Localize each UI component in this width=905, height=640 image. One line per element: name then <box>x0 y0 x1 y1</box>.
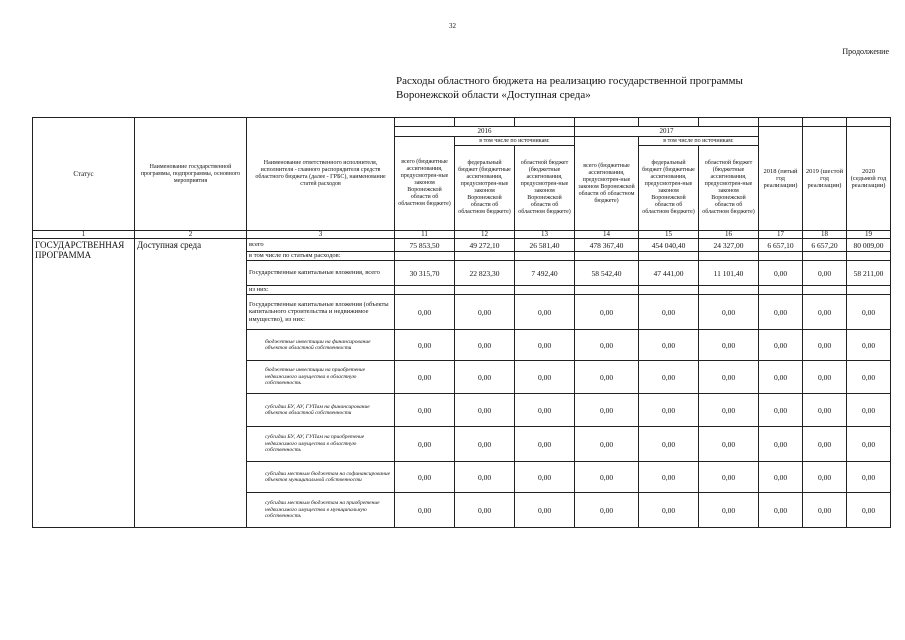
value-cell: 0,00 <box>759 361 803 394</box>
value-cell: 0,00 <box>803 462 847 493</box>
column-number: 2 <box>135 231 247 239</box>
value-cell: 0,00 <box>639 394 699 427</box>
value-cell: 478 367,40 <box>575 239 639 252</box>
header-executor: Наименование ответственного исполнителя, исполнителя - главного распорядителя средств областного бюджета (далее - ГРБС), наименование статей расходов <box>247 118 395 231</box>
value-cell <box>759 286 803 295</box>
value-cell: 0,00 <box>395 361 455 394</box>
status-cell: ГОСУДАРСТВЕННАЯ ПРОГРАММА <box>33 239 135 528</box>
header-2016-regional: областной бюджет (бюджетные ассигнования, предусмотрен-ные законом Воронежской области об областном бюджете) <box>515 146 575 231</box>
header-status: Статус <box>33 118 135 231</box>
value-cell: 58 211,00 <box>847 261 891 286</box>
header-2016-federal: федеральный бюджет (бюджетные ассигнования, предусмотрен-ные законом Воронежской области об областном бюджете) <box>455 146 515 231</box>
value-cell <box>847 252 891 261</box>
value-cell <box>515 252 575 261</box>
value-cell: 0,00 <box>455 394 515 427</box>
value-cell <box>639 286 699 295</box>
column-number: 13 <box>515 231 575 239</box>
row-label: бюджетные инвестиции на финансирование объектов областной собственности <box>247 330 395 361</box>
title-line-1: Расходы областного бюджета на реализацию государственной программы <box>396 75 743 87</box>
column-number: 15 <box>639 231 699 239</box>
value-cell: 0,00 <box>759 295 803 330</box>
value-cell: 11 101,40 <box>699 261 759 286</box>
value-cell: 0,00 <box>699 394 759 427</box>
column-number: 16 <box>699 231 759 239</box>
column-number: 11 <box>395 231 455 239</box>
value-cell: 0,00 <box>847 462 891 493</box>
value-cell <box>699 286 759 295</box>
row-label: субсидии БУ, АУ, ГУПам на приобретение недвижимого имущества в областную собственность <box>247 427 395 462</box>
header-year-2017: 2017 <box>575 127 759 137</box>
value-cell: 0,00 <box>847 330 891 361</box>
value-cell: 6 657,10 <box>759 239 803 252</box>
header-2017-regional: областной бюджет (бюджетные ассигнования, предусмотрен-ные законом Воронежской области об областном бюджете) <box>699 146 759 231</box>
value-cell: 0,00 <box>515 462 575 493</box>
row-label: бюджетные инвестиции на приобретение недвижимого имущества в областную собственность <box>247 361 395 394</box>
header-2017-federal: федеральный бюджет (бюджетные ассигнования, предусмотрен-ные законом Воронежской области об областном бюджете) <box>639 146 699 231</box>
row-label: субсидии БУ, АУ, ГУПам на финансирование объектов областной собственности <box>247 394 395 427</box>
value-cell: 30 315,70 <box>395 261 455 286</box>
header-year-2016: 2016 <box>395 127 575 137</box>
value-cell: 0,00 <box>395 493 455 528</box>
value-cell: 0,00 <box>395 427 455 462</box>
value-cell: 454 040,40 <box>639 239 699 252</box>
column-number: 12 <box>455 231 515 239</box>
value-cell <box>699 252 759 261</box>
value-cell: 0,00 <box>803 295 847 330</box>
column-number: 18 <box>803 231 847 239</box>
value-cell: 7 492,40 <box>515 261 575 286</box>
value-cell: 0,00 <box>639 330 699 361</box>
value-cell: 0,00 <box>699 493 759 528</box>
value-cell: 58 542,40 <box>575 261 639 286</box>
value-cell: 0,00 <box>847 295 891 330</box>
value-cell: 49 272,10 <box>455 239 515 252</box>
value-cell: 75 853,50 <box>395 239 455 252</box>
value-cell: 0,00 <box>455 462 515 493</box>
value-cell: 0,00 <box>759 427 803 462</box>
column-number: 19 <box>847 231 891 239</box>
value-cell <box>803 286 847 295</box>
value-cell: 0,00 <box>847 394 891 427</box>
value-cell: 0,00 <box>803 394 847 427</box>
value-cell: 0,00 <box>699 462 759 493</box>
row-label: в том числе по статьям расходов: <box>247 252 395 261</box>
value-cell: 0,00 <box>699 427 759 462</box>
value-cell: 0,00 <box>699 295 759 330</box>
title-line-2: Воронежской области «Доступная среда» <box>396 89 591 101</box>
value-cell: 0,00 <box>803 361 847 394</box>
row-label: всего <box>247 239 395 252</box>
value-cell: 0,00 <box>575 394 639 427</box>
value-cell: 0,00 <box>639 462 699 493</box>
row-label: субсидии местным бюджетам на приобретение недвижимого имущества в муниципальную собственность <box>247 493 395 528</box>
value-cell: 0,00 <box>575 295 639 330</box>
value-cell: 0,00 <box>395 330 455 361</box>
value-cell: 0,00 <box>455 427 515 462</box>
value-cell <box>847 286 891 295</box>
value-cell: 0,00 <box>515 493 575 528</box>
row-label: из них: <box>247 286 395 295</box>
row-label: Государственные капитальные вложения, всего <box>247 261 395 286</box>
value-cell: 0,00 <box>395 295 455 330</box>
value-cell: 26 581,40 <box>515 239 575 252</box>
row-label: Государственные капитальные вложения (объекты капитального строительства и недвижимое имущество), из них: <box>247 295 395 330</box>
value-cell: 6 657,20 <box>803 239 847 252</box>
header-2020: 2020 (седьмой год реализации) <box>847 127 891 231</box>
value-cell: 0,00 <box>639 427 699 462</box>
value-cell: 0,00 <box>455 330 515 361</box>
value-cell: 0,00 <box>455 295 515 330</box>
value-cell: 0,00 <box>759 330 803 361</box>
continuation-label: Продолжение <box>842 47 889 56</box>
value-cell: 0,00 <box>455 361 515 394</box>
header-2019: 2019 (шестой год реализации) <box>803 127 847 231</box>
value-cell: 80 009,00 <box>847 239 891 252</box>
value-cell: 0,00 <box>699 361 759 394</box>
value-cell: 24 327,00 <box>699 239 759 252</box>
value-cell <box>575 286 639 295</box>
table-row <box>33 239 891 252</box>
value-cell: 0,00 <box>515 361 575 394</box>
value-cell: 0,00 <box>803 427 847 462</box>
value-cell: 0,00 <box>515 394 575 427</box>
value-cell <box>575 252 639 261</box>
value-cell <box>395 252 455 261</box>
value-cell: 0,00 <box>639 493 699 528</box>
value-cell: 0,00 <box>515 330 575 361</box>
value-cell: 0,00 <box>639 361 699 394</box>
value-cell: 0,00 <box>759 462 803 493</box>
column-number: 14 <box>575 231 639 239</box>
program-name-cell: Доступная среда <box>135 239 247 528</box>
value-cell: 0,00 <box>515 427 575 462</box>
value-cell: 0,00 <box>847 427 891 462</box>
value-cell <box>455 252 515 261</box>
row-label: субсидии местным бюджетам на софинансирование объектов муниципальной собственности <box>247 462 395 493</box>
header-2016-total: всего (бюджетные ассигнования, предусмотрен-ные законом Воронежской области об областном бюджете) <box>395 137 455 231</box>
value-cell: 0,00 <box>803 493 847 528</box>
document-title <box>396 74 836 102</box>
value-cell: 0,00 <box>575 462 639 493</box>
value-cell: 0,00 <box>575 493 639 528</box>
header-2016-sources: в том числе по источникам: <box>455 137 575 146</box>
column-number-row <box>33 231 891 239</box>
value-cell: 0,00 <box>395 462 455 493</box>
column-number: 1 <box>33 231 135 239</box>
header-2018: 2018 (пятый год реализации) <box>759 127 803 231</box>
value-cell: 0,00 <box>803 261 847 286</box>
value-cell <box>759 252 803 261</box>
column-number: 17 <box>759 231 803 239</box>
header-2017-total: всего (бюджетные ассигнования, предусмотрен-ные законом Воронежской области об областном бюджете) <box>575 137 639 231</box>
value-cell: 22 823,30 <box>455 261 515 286</box>
value-cell: 0,00 <box>759 493 803 528</box>
value-cell: 47 441,00 <box>639 261 699 286</box>
value-cell: 0,00 <box>759 394 803 427</box>
value-cell <box>455 286 515 295</box>
budget-table <box>32 117 891 528</box>
value-cell: 0,00 <box>639 295 699 330</box>
value-cell <box>803 252 847 261</box>
value-cell: 0,00 <box>395 394 455 427</box>
value-cell <box>639 252 699 261</box>
header-2017-sources: в том числе по источникам: <box>639 137 759 146</box>
value-cell <box>515 286 575 295</box>
value-cell: 0,00 <box>699 330 759 361</box>
value-cell: 0,00 <box>515 295 575 330</box>
value-cell: 0,00 <box>803 330 847 361</box>
value-cell: 0,00 <box>847 493 891 528</box>
column-number: 3 <box>247 231 395 239</box>
header-program: Наименование государственной программы, подпрограммы, основного мероприятия <box>135 118 247 231</box>
value-cell: 0,00 <box>575 361 639 394</box>
value-cell: 0,00 <box>455 493 515 528</box>
value-cell: 0,00 <box>575 330 639 361</box>
value-cell: 0,00 <box>847 361 891 394</box>
value-cell: 0,00 <box>759 261 803 286</box>
header-spacer-row <box>33 118 891 127</box>
value-cell: 0,00 <box>575 427 639 462</box>
page-number: 32 <box>449 22 456 30</box>
value-cell <box>395 286 455 295</box>
